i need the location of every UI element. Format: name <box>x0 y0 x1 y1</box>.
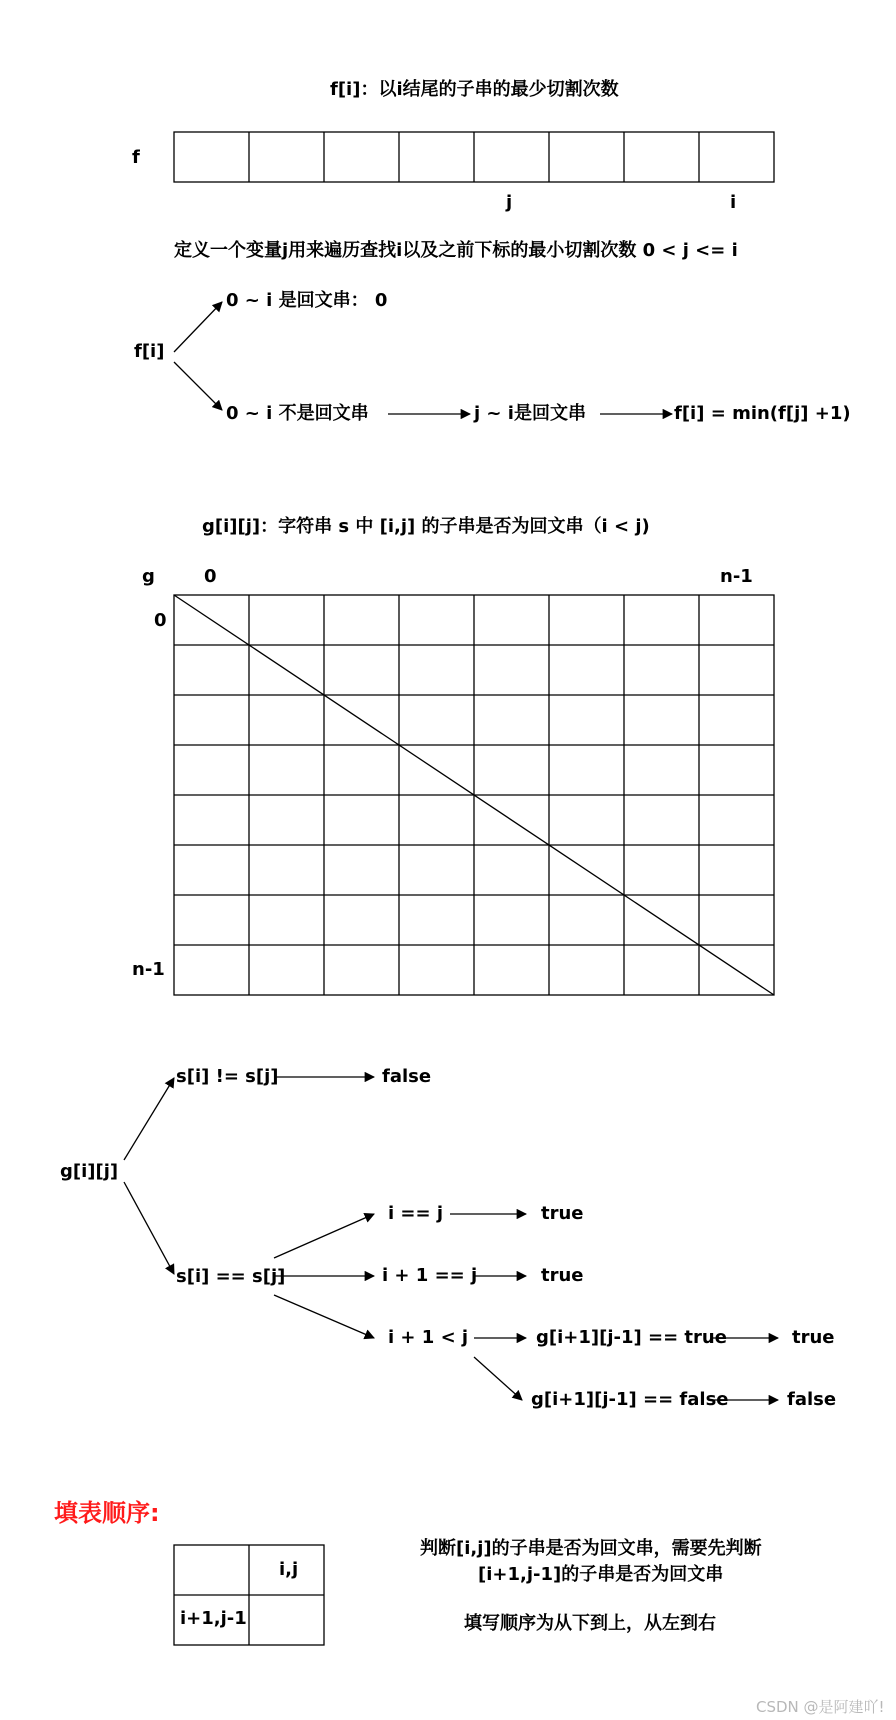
cell-ij: i,j <box>279 1559 299 1580</box>
case3b: g[i+1][j-1] == false <box>531 1389 729 1410</box>
watermark: CSDN @是阿建吖! <box>756 1698 885 1716</box>
step-result: f[i] = min(f[j] +1) <box>674 403 851 424</box>
f-definition: 定义一个变量j用来遍历查找i以及之前下标的最小切割次数 0 < j <= i <box>174 240 738 261</box>
g-tree-arrows <box>124 1077 778 1400</box>
arrow-to-neq <box>124 1078 174 1160</box>
fill-order-table <box>174 1545 324 1645</box>
eq-condition: s[i] == s[j] <box>176 1266 286 1287</box>
neq-condition: s[i] != s[j] <box>176 1066 279 1087</box>
case3a-result: true <box>792 1327 835 1348</box>
g-title: g[i][j]：字符串 s 中 [i,j] 的子串是否为回文串（i < j) <box>202 516 650 537</box>
note-line3: 填写顺序为从下到上，从左到右 <box>464 1613 716 1634</box>
case2: i + 1 == j <box>382 1265 478 1286</box>
note-line2: [i+1,j-1]的子串是否为回文串 <box>478 1564 724 1585</box>
branch-palindrome: 0 ~ i 是回文串： 0 <box>226 290 388 311</box>
case2-result: true <box>541 1265 584 1286</box>
neq-result: false <box>382 1066 432 1087</box>
g-grid-label: g <box>142 566 155 587</box>
step-j-i: j ~ i是回文串 <box>474 403 586 424</box>
f-tree-root: f[i] <box>134 341 165 362</box>
f-array <box>174 132 774 182</box>
f-array-label: f <box>132 147 140 168</box>
arrow-to-case3 <box>274 1295 374 1338</box>
arrow-case3-to-3b <box>474 1357 522 1400</box>
arrow-to-eq <box>124 1182 174 1274</box>
g-grid <box>174 595 774 995</box>
note-line1: 判断[i,j]的子串是否为回文串，需要先判断 <box>420 1538 762 1559</box>
g-col-end: n-1 <box>720 566 753 587</box>
g-tree-root: g[i][j] <box>60 1161 119 1182</box>
cell-i1j1: i+1,j-1 <box>180 1608 247 1629</box>
j-marker: j <box>506 192 513 213</box>
case1: i == j <box>388 1203 444 1224</box>
f-title: f[i]：以i结尾的子串的最少切割次数 <box>330 79 619 100</box>
case3a: g[i+1][j-1] == true <box>536 1327 727 1348</box>
fill-order-heading: 填表顺序: <box>54 1499 160 1527</box>
g-row-end: n-1 <box>132 959 165 980</box>
case3b-result: false <box>787 1389 837 1410</box>
branch-not-palindrome: 0 ~ i 不是回文串 <box>226 403 369 424</box>
arrow-to-palindrome-branch <box>174 302 222 352</box>
arrow-to-case1 <box>274 1214 374 1258</box>
f-tree-arrows <box>174 302 672 414</box>
i-marker: i <box>730 192 737 213</box>
g-col-start: 0 <box>204 566 217 587</box>
case1-result: true <box>541 1203 584 1224</box>
case3: i + 1 < j <box>388 1327 469 1348</box>
g-row-start: 0 <box>154 610 167 631</box>
arrow-to-not-palindrome-branch <box>174 362 222 410</box>
